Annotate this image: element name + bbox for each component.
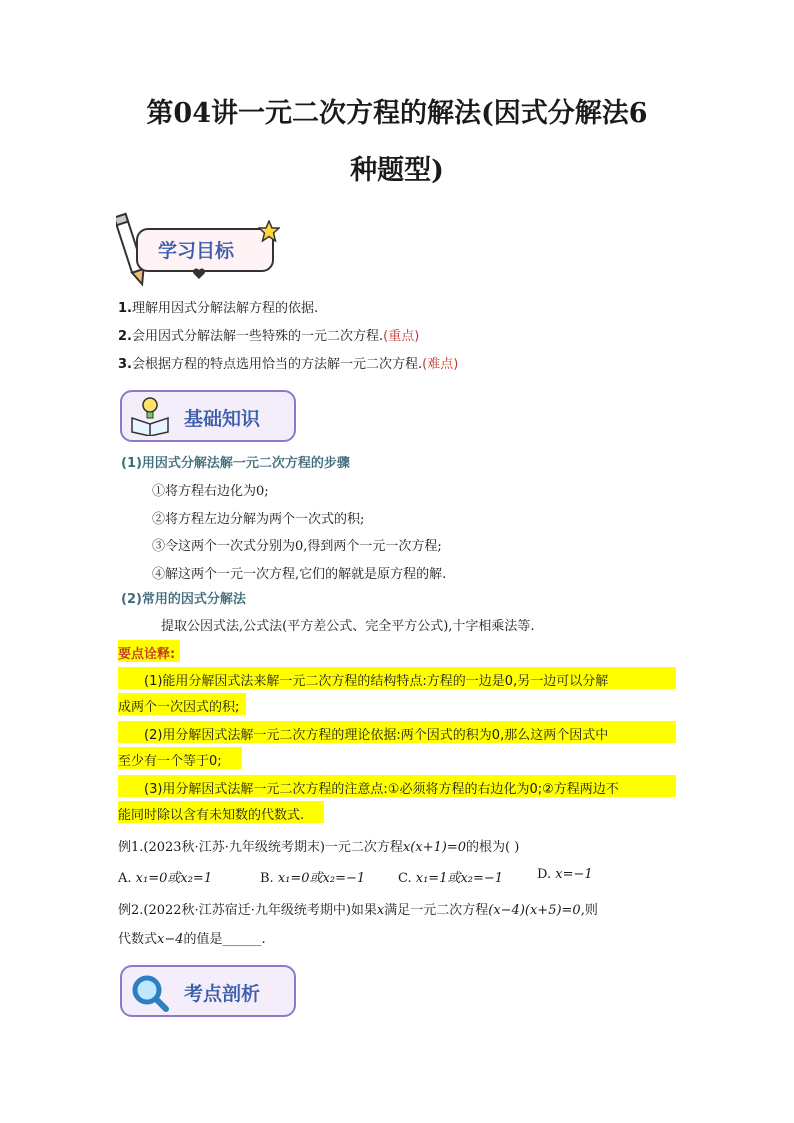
section-banner-basics (116, 388, 296, 444)
objective-2: 2.会用因式分解法解一些特殊的一元二次方程.(重点) (118, 329, 420, 344)
example-1-option-b[interactable]: B. x₁=0或x₂=−1 (260, 871, 366, 886)
objectives-banner-title: 学习目标 (158, 240, 235, 262)
example-1-option-c[interactable]: C. x₁=1或x₂=−1 (398, 871, 504, 886)
analysis-banner-title: 考点剖析 (184, 983, 261, 1005)
basics-heading-2: (2)常用的因式分解法 (121, 592, 246, 607)
objective-3: 3.会根据方程的特点选用恰当的方法解一元二次方程.(难点) (118, 357, 459, 372)
example-1-option-a[interactable]: A. x₁=0或x₂=1 (118, 871, 213, 886)
magnifier-icon (130, 973, 170, 1013)
step-3: ③令这两个一次式分别为0,得到两个一元一次方程; (152, 539, 442, 554)
step-2: ②将方程左边分解为两个一次式的积; (152, 512, 365, 527)
example-1-equation: x(x+1)=0 (402, 840, 467, 855)
key-point-tag: (重点) (383, 329, 420, 344)
note-3-line1: (3)用分解因式法解一元二次方程的注意点:①必须将方程的右边化为0;②方程两边不 (144, 782, 619, 797)
example-2-equation: (x−4)(x+5)=0 (488, 903, 581, 918)
page-title-line1: 第04讲一元二次方程的解法(因式分解法6 (146, 98, 648, 129)
answer-blank: 的值是______. (183, 932, 266, 947)
example-2-question-line2: 代数式x−4的值是______. (118, 932, 266, 947)
star-icon (258, 220, 280, 242)
notes-label: 要点诠释: (118, 647, 176, 662)
example-1-option-d[interactable]: D. x=−1 (537, 867, 593, 882)
page-title-line2: 种题型) (350, 155, 444, 186)
step-1: ①将方程右边化为0; (152, 484, 269, 499)
heart-icon (192, 268, 206, 280)
factoring-methods: 提取公因式法,公式法(平方差公式、完全平方公式),十字相乘法等. (161, 619, 535, 634)
basics-heading-1: (1)用因式分解法解一元二次方程的步骤 (121, 456, 350, 471)
example-2-question: 例2.(2022秋·江苏宿迁·九年级统考期中)如果x满足一元二次方程(x−4)(x+5)=0,则 (118, 903, 598, 918)
note-3-line2: 能同时除以含有未知数的代数式. (118, 808, 305, 823)
basics-banner-title: 基础知识 (184, 408, 261, 430)
book-lightbulb-icon (128, 394, 172, 436)
note-2-line2: 至少有一个等于0; (118, 754, 222, 769)
section-banner-analysis (116, 963, 296, 1021)
difficult-point-tag: (难点) (422, 357, 459, 372)
note-1-line1: (1)能用分解因式法来解一元二次方程的结构特点:方程的一边是0,另一边可以分解 (144, 674, 609, 689)
step-4: ④解这两个一元一次方程,它们的解就是原方程的解. (152, 567, 447, 582)
example-1-question: 例1.(2023秋·江苏·九年级统考期末)一元二次方程x(x+1)=0的根为( ) (118, 840, 520, 855)
note-2-line1: (2)用分解因式法解一元二次方程的理论依据:两个因式的积为0,那么这两个因式中 (144, 728, 609, 743)
objective-1: 1.理解用因式分解法解方程的依据. (118, 301, 319, 316)
note-1-line2: 成两个一次因式的积; (118, 700, 240, 715)
section-banner-objectives (116, 210, 286, 290)
